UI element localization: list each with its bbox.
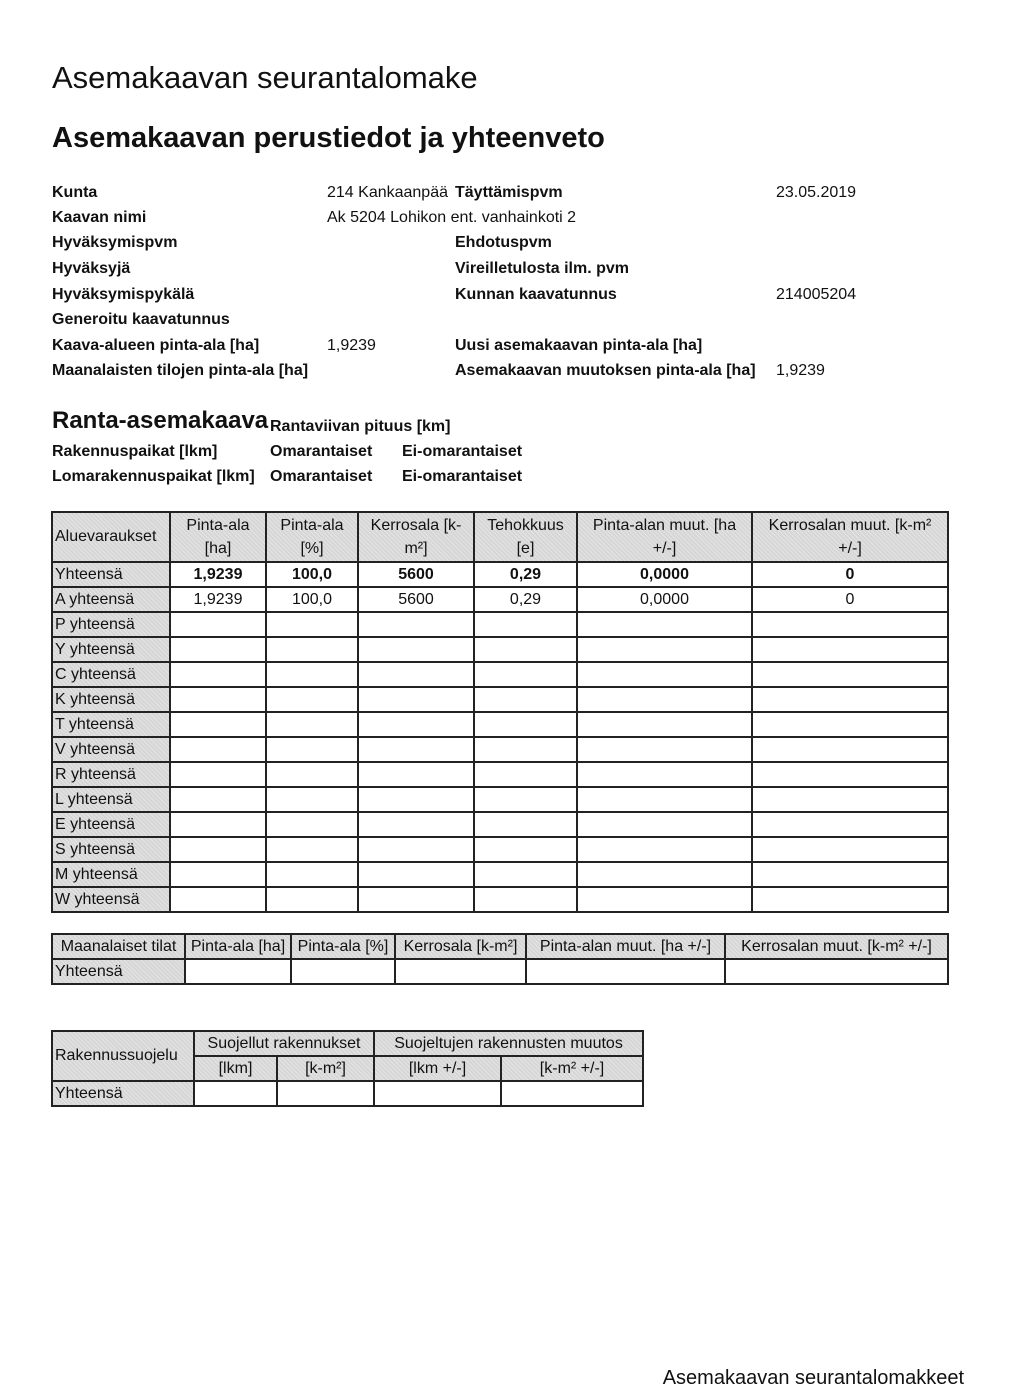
- rakennussuojelu-cell: [501, 1081, 643, 1106]
- kaava-alue-label: Kaava-alueen pinta-ala [ha]: [52, 337, 260, 354]
- table-row: [52, 662, 948, 687]
- maanalaiset-row-label: Yhteensä: [52, 959, 185, 984]
- table-cell: [266, 787, 358, 812]
- table-cell: 0,0000: [577, 587, 752, 612]
- ranta-title: Ranta-asemakaava: [52, 407, 269, 434]
- row-label: E yhteensä: [52, 812, 170, 837]
- table-cell: 5600: [358, 562, 474, 587]
- rakennussuojelu-cell: [277, 1081, 374, 1106]
- table-cell: [266, 762, 358, 787]
- table-row: [52, 612, 948, 637]
- table-row: [52, 762, 948, 787]
- table-cell: [170, 687, 266, 712]
- table-row: [52, 637, 948, 662]
- table-cell: 0: [752, 587, 948, 612]
- table-cell: 0,29: [474, 587, 577, 612]
- table-cell: [752, 837, 948, 862]
- row-label: C yhteensä: [52, 662, 170, 687]
- table-cell: [577, 887, 752, 912]
- row-label: Y yhteensä: [52, 637, 170, 662]
- maanalaiset-header-4: Pinta-alan muut. [ha +/-]: [526, 934, 725, 959]
- table-cell: [266, 737, 358, 762]
- muutoksen-value: 1,9239: [776, 362, 825, 379]
- kunta-label: Kunta: [52, 184, 98, 201]
- table-cell: [752, 662, 948, 687]
- table-cell: [358, 762, 474, 787]
- kaavan-nimi-label: Kaavan nimi: [52, 209, 147, 226]
- table-cell: 100,0: [266, 587, 358, 612]
- table-cell: [170, 787, 266, 812]
- table-cell: [266, 837, 358, 862]
- maanalaisten-label: Maanalaisten tilojen pinta-ala [ha]: [52, 362, 309, 379]
- table-cell: [752, 887, 948, 912]
- row-label: W yhteensä: [52, 887, 170, 912]
- rakennussuojelu-sub-2: [lkm +/-]: [374, 1056, 501, 1081]
- table-row: [52, 837, 948, 862]
- table-cell: [577, 837, 752, 862]
- table-cell: [266, 862, 358, 887]
- rakennussuojelu-sub-0: [lkm]: [194, 1056, 277, 1081]
- section-title: Asemakaavan perustiedot ja yhteenveto: [52, 122, 605, 154]
- rakennussuojelu-sub-3: [k-m² +/-]: [501, 1056, 643, 1081]
- table-cell: [170, 812, 266, 837]
- tayttamispvm-label: Täyttämispvm: [455, 184, 563, 201]
- aluevaraukset-header-5: Pinta-alan muut. [ha +/-]: [577, 512, 752, 562]
- hyvaksyja-label: Hyväksyjä: [52, 260, 131, 277]
- table-cell: [752, 862, 948, 887]
- table-cell: [474, 887, 577, 912]
- table-cell: [752, 787, 948, 812]
- row-label: M yhteensä: [52, 862, 170, 887]
- table-cell: [752, 612, 948, 637]
- rakennussuojelu-header: Rakennussuojelu: [52, 1031, 194, 1081]
- table-cell: [474, 837, 577, 862]
- table-cell: [170, 837, 266, 862]
- table-cell: [752, 687, 948, 712]
- generoitu-kaavatunnus-label: Generoitu kaavatunnus: [52, 311, 230, 328]
- table-cell: [266, 637, 358, 662]
- table-cell: [358, 662, 474, 687]
- row-label: S yhteensä: [52, 837, 170, 862]
- table-cell: [358, 887, 474, 912]
- table-cell: [577, 762, 752, 787]
- table-cell: [170, 862, 266, 887]
- omarantaiset-label-2: Omarantaiset: [270, 468, 373, 485]
- table-row: [52, 812, 948, 837]
- table-row: [52, 687, 948, 712]
- rantaviiva-label: Rantaviivan pituus [km]: [270, 418, 451, 435]
- maanalaiset-cell: [185, 959, 291, 984]
- table-cell: [474, 812, 577, 837]
- table-cell: [752, 637, 948, 662]
- row-label: T yhteensä: [52, 712, 170, 737]
- rakennussuojelu-row-label: Yhteensä: [52, 1081, 194, 1106]
- table-row: [52, 887, 948, 912]
- table-cell: 0,29: [474, 562, 577, 587]
- table-cell: [752, 737, 948, 762]
- table-cell: [358, 737, 474, 762]
- rakennussuojelu-table: [51, 1030, 644, 1107]
- table-cell: [474, 662, 577, 687]
- document-title: Asemakaavan seurantalomake: [52, 60, 478, 95]
- maanalaiset-header-5: Kerrosalan muut. [k-m² +/-]: [725, 934, 948, 959]
- table-cell: [358, 612, 474, 637]
- table-cell: [752, 712, 948, 737]
- table-row: [52, 587, 948, 612]
- aluevaraukset-header-3: Kerrosala [k-m²]: [358, 512, 474, 562]
- table-cell: 100,0: [266, 562, 358, 587]
- table-cell: [752, 762, 948, 787]
- table-cell: [577, 787, 752, 812]
- suojeltujen-muutos-header: Suojeltujen rakennusten muutos: [374, 1031, 643, 1056]
- table-cell: [474, 787, 577, 812]
- table-cell: [170, 662, 266, 687]
- table-cell: [752, 812, 948, 837]
- table-cell: [577, 612, 752, 637]
- row-label: P yhteensä: [52, 612, 170, 637]
- suojellut-header: Suojellut rakennukset: [194, 1031, 374, 1056]
- table-cell: [358, 712, 474, 737]
- table-cell: [358, 862, 474, 887]
- rakennussuojelu-cell: [374, 1081, 501, 1106]
- aluevaraukset-header-1: Pinta-ala [ha]: [170, 512, 266, 562]
- table-cell: [474, 862, 577, 887]
- aluevaraukset-header-0: Aluevaraukset: [52, 512, 170, 562]
- table-cell: [577, 812, 752, 837]
- maanalaiset-header-1: Pinta-ala [ha]: [185, 934, 291, 959]
- table-cell: [266, 812, 358, 837]
- kunta-value: 214 Kankaanpää: [327, 184, 448, 201]
- table-cell: [358, 787, 474, 812]
- ei-omarantaiset-label-1: Ei-omarantaiset: [402, 443, 523, 460]
- table-cell: [577, 687, 752, 712]
- hyvaksymispvm-label: Hyväksymispvm: [52, 234, 178, 251]
- table-cell: [358, 812, 474, 837]
- kaava-alue-value: 1,9239: [327, 337, 376, 354]
- row-label: R yhteensä: [52, 762, 170, 787]
- maanalaiset-cell: [395, 959, 526, 984]
- kaavan-nimi-value: Ak 5204 Lohikon ent. vanhainkoti 2: [327, 209, 577, 226]
- ehdotuspvm-label: Ehdotuspvm: [455, 234, 552, 251]
- table-row: [52, 737, 948, 762]
- row-label: V yhteensä: [52, 737, 170, 762]
- aluevaraukset-table: [51, 511, 949, 913]
- maanalaiset-cell: [526, 959, 725, 984]
- table-cell: [474, 712, 577, 737]
- table-cell: 5600: [358, 587, 474, 612]
- row-label: K yhteensä: [52, 687, 170, 712]
- table-cell: [474, 687, 577, 712]
- table-cell: [266, 612, 358, 637]
- kunnan-kaavatunnus-value: 214005204: [776, 286, 857, 303]
- table-cell: [577, 737, 752, 762]
- table-cell: [474, 737, 577, 762]
- uusi-pinta-ala-label: Uusi asemakaavan pinta-ala [ha]: [455, 337, 703, 354]
- table-cell: [474, 637, 577, 662]
- table-cell: [358, 637, 474, 662]
- table-cell: 0,0000: [577, 562, 752, 587]
- table-row: [52, 562, 948, 587]
- table-cell: [170, 737, 266, 762]
- maanalaiset-cell: [725, 959, 948, 984]
- table-cell: [358, 837, 474, 862]
- lomarakennuspaikat-label: Lomarakennuspaikat [lkm]: [52, 468, 255, 485]
- maanalaiset-table: [51, 933, 949, 985]
- table-cell: [266, 712, 358, 737]
- table-cell: [170, 887, 266, 912]
- table-cell: [474, 612, 577, 637]
- table-cell: [266, 687, 358, 712]
- row-label: Yhteensä: [52, 562, 170, 587]
- maanalaiset-cell: [291, 959, 395, 984]
- table-cell: 0: [752, 562, 948, 587]
- table-cell: 1,9239: [170, 562, 266, 587]
- tayttamispvm-value: 23.05.2019: [776, 184, 857, 201]
- table-cell: [266, 887, 358, 912]
- row-label: A yhteensä: [52, 587, 170, 612]
- omarantaiset-label-1: Omarantaiset: [270, 443, 373, 460]
- aluevaraukset-header-4: Tehokkuus [e]: [474, 512, 577, 562]
- table-cell: [577, 637, 752, 662]
- kunnan-kaavatunnus-label: Kunnan kaavatunnus: [455, 286, 617, 303]
- rakennuspaikat-label: Rakennuspaikat [lkm]: [52, 443, 218, 460]
- table-row: [52, 862, 948, 887]
- aluevaraukset-header-6: Kerrosalan muut. [k-m² +/-]: [752, 512, 948, 562]
- table-cell: [266, 662, 358, 687]
- maanalaiset-header-2: Pinta-ala [%]: [291, 934, 395, 959]
- maanalaiset-header-3: Kerrosala [k-m²]: [395, 934, 526, 959]
- table-row: [52, 787, 948, 812]
- table-cell: [170, 712, 266, 737]
- maanalaiset-header-0: Maanalaiset tilat: [52, 934, 185, 959]
- table-cell: [577, 862, 752, 887]
- table-cell: 1,9239: [170, 587, 266, 612]
- table-cell: [170, 612, 266, 637]
- vireilletulosta-label: Vireilletulosta ilm. pvm: [455, 260, 629, 277]
- rakennussuojelu-sub-1: [k-m²]: [277, 1056, 374, 1081]
- table-cell: [577, 712, 752, 737]
- table-row: [52, 712, 948, 737]
- row-label: L yhteensä: [52, 787, 170, 812]
- table-cell: [170, 637, 266, 662]
- muutoksen-label: Asemakaavan muutoksen pinta-ala [ha]: [455, 362, 756, 379]
- table-cell: [577, 662, 752, 687]
- rakennussuojelu-cell: [194, 1081, 277, 1106]
- aluevaraukset-header-2: Pinta-ala [%]: [266, 512, 358, 562]
- ei-omarantaiset-label-2: Ei-omarantaiset: [402, 468, 523, 485]
- table-cell: [474, 762, 577, 787]
- footer-text: Asemakaavan seurantalomakkeet: [662, 1367, 964, 1389]
- table-cell: [358, 687, 474, 712]
- table-cell: [170, 762, 266, 787]
- hyvaksymispykala-label: Hyväksymispykälä: [52, 286, 195, 303]
